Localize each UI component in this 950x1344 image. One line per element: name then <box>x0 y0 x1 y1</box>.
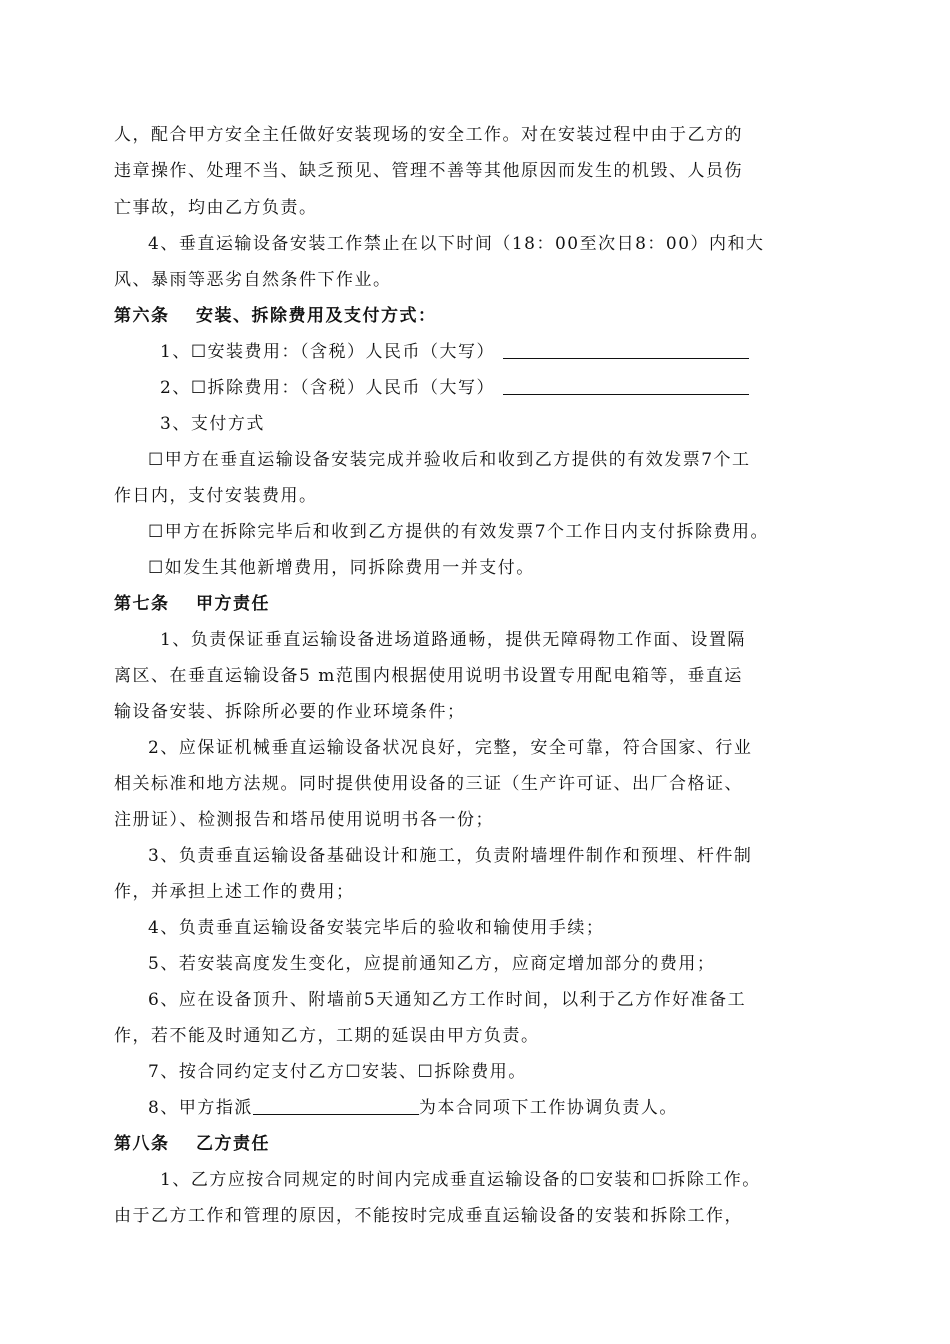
para-line: 2、应保证机械垂直运输设备状况良好，完整，安全可靠，符合国家、行业 <box>148 738 753 758</box>
para-line: ☐甲方在垂直运输设备安装完成并验收后和收到乙方提供的有效发票7个工 <box>148 450 751 470</box>
coordinator-label: 8、甲方指派 <box>148 1098 253 1118</box>
fee-label: 1、☐安装费用：（含税）人民币（大写） <box>160 342 496 362</box>
para-line: 7、按合同约定支付乙方☐安装、☐拆除费用。 <box>148 1062 527 1082</box>
coordinator-line <box>148 1097 678 1119</box>
fill-in-blank[interactable] <box>503 342 749 359</box>
coordinator-suffix: 为本合同项下工作协调负责人。 <box>418 1098 678 1118</box>
article-title: 乙方责任 <box>196 1134 270 1154</box>
para-line: 作，若不能及时通知乙方，工期的延误由甲方负责。 <box>114 1026 540 1046</box>
para-line: 注册证）、检测报告和塔吊使用说明书各一份； <box>114 810 494 830</box>
para-line: 由于乙方工作和管理的原因，不能按时完成垂直运输设备的安装和拆除工作， <box>114 1206 743 1226</box>
article-8-heading <box>114 1133 270 1155</box>
para-line: 输设备安装、拆除所必要的作业环境条件； <box>114 702 466 722</box>
fee-label: 2、☐拆除费用：（含税）人民币（大写） <box>160 378 496 398</box>
para-line: 1、乙方应按合同规定的时间内完成垂直运输设备的☐安装和☐拆除工作。 <box>160 1170 761 1190</box>
article-title: 甲方责任 <box>196 594 270 614</box>
para-line: 相关标准和地方法规。同时提供使用设备的三证（生产许可证、出厂合格证、 <box>114 774 743 794</box>
para-line: 作，并承担上述工作的费用； <box>114 882 355 902</box>
fee-line-removal <box>160 377 749 399</box>
para-line: 离区、在垂直运输设备5 m范围内根据使用说明书设置专用配电箱等，垂直运 <box>114 666 743 686</box>
fill-in-blank[interactable] <box>503 378 749 395</box>
article-6-heading <box>114 305 437 327</box>
para-line: 6、应在设备顶升、附墙前5天通知乙方工作时间，以利于乙方作好准备工 <box>148 990 747 1010</box>
para-line: ☐甲方在拆除完毕后和收到乙方提供的有效发票7个工作日内支付拆除费用。 <box>148 522 770 542</box>
fill-in-blank[interactable] <box>253 1098 419 1115</box>
fee-line-install <box>160 341 749 363</box>
para-line: 亡事故，均由乙方负责。 <box>114 198 318 218</box>
para-line: 人，配合甲方安全主任做好安装现场的安全工作。对在安装过程中由于乙方的 <box>114 125 743 145</box>
para-line: 作日内，支付安装费用。 <box>114 486 318 506</box>
para-line: 3、负责垂直运输设备基础设计和施工，负责附墙埋件制作和预埋、杆件制 <box>148 846 753 866</box>
article-title: 安装、拆除费用及支付方式： <box>196 306 437 326</box>
article-number: 第八条 <box>114 1134 170 1154</box>
article-number: 第七条 <box>114 594 170 614</box>
para-line: 1、负责保证垂直运输设备进场道路通畅，提供无障碍物工作面、设置隔 <box>160 630 746 650</box>
para-line: 4、负责垂直运输设备安装完毕后的验收和输使用手续； <box>148 918 605 938</box>
para-line: 风、暴雨等恶劣自然条件下作业。 <box>114 270 392 290</box>
article-number: 第六条 <box>114 306 170 326</box>
para-line: 3、支付方式 <box>160 414 265 434</box>
para-line: 违章操作、处理不当、缺乏预见、管理不善等其他原因而发生的机毁、人员伤 <box>114 161 743 181</box>
article-7-heading <box>114 593 270 615</box>
para-line: 5、若安装高度发生变化，应提前通知乙方，应商定增加部分的费用； <box>148 954 716 974</box>
para-line: ☐如发生其他新增费用，同拆除费用一并支付。 <box>148 558 535 578</box>
para-line: 4、垂直运输设备安装工作禁止在以下时间（18：00至次日8：00）内和大 <box>148 234 765 254</box>
